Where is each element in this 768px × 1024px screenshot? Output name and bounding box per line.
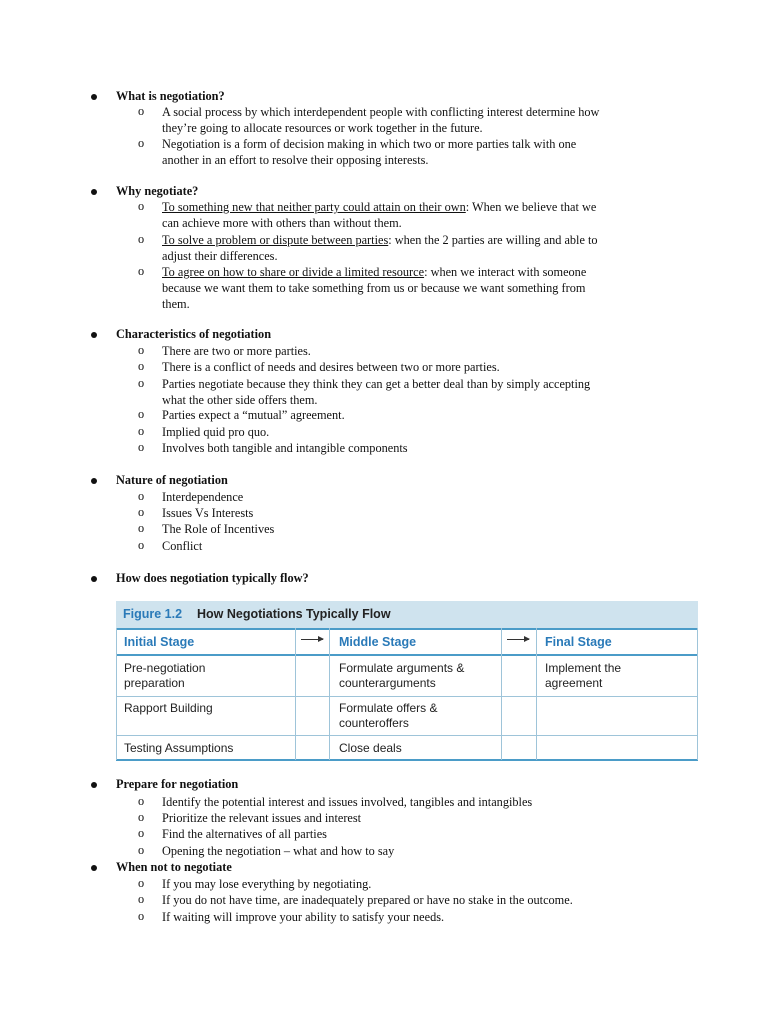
list-item: Opening the negotiation – what and how to say (162, 844, 395, 858)
figure-header (116, 601, 698, 628)
divider (501, 628, 502, 760)
sub-bullet-icon: o (138, 376, 145, 390)
bullet-icon (91, 478, 97, 484)
list-item-line (162, 264, 674, 280)
list-item: Interdependence (162, 490, 244, 504)
cell-line: counterarguments (339, 676, 436, 690)
list-item (162, 264, 674, 312)
sub-bullet-icon: o (138, 407, 145, 421)
sub-bullet-icon: o (138, 359, 145, 373)
sub-bullet-icon: o (138, 794, 145, 808)
cell-line: Formulate arguments & (339, 661, 465, 675)
table-cell (545, 661, 621, 691)
underlined-term: To something new that neither party could attain on their own (162, 200, 466, 214)
list-item (162, 199, 674, 231)
divider (116, 654, 698, 656)
sub-bullet-icon: o (138, 343, 145, 357)
sub-bullet-icon: o (138, 826, 145, 840)
list-item-line: Negotiation is a form of decision making in which two or more parties talk with one (162, 137, 577, 151)
divider (116, 696, 698, 697)
table-cell (339, 701, 437, 731)
section-title-when-not: When not to negotiate (116, 860, 232, 874)
list-item: Find the alternatives of all parties (162, 827, 327, 841)
figure-title: How Negotiations Typically Flow (197, 607, 391, 621)
stage-final: Final Stage (545, 635, 612, 649)
sub-bullet-icon: o (138, 104, 145, 118)
sub-bullet-icon: o (138, 843, 145, 857)
list-item: Parties expect a “mutual” agreement. (162, 408, 345, 422)
bullet-icon (91, 189, 97, 195)
bullet-icon (91, 865, 97, 871)
section-title-flow: How does negotiation typically flow? (116, 571, 309, 585)
list-item: Prioritize the relevant issues and interest (162, 811, 362, 825)
sub-bullet-icon: o (138, 538, 145, 552)
cell-line: Implement the (545, 661, 622, 675)
list-item: Involves both tangible and intangible components (162, 441, 408, 455)
arrow-right-icon (301, 639, 323, 640)
cell-line: Testing Assumptions (124, 741, 234, 755)
sub-bullet-icon: o (138, 232, 145, 246)
sub-bullet-icon: o (138, 264, 145, 278)
divider (116, 628, 698, 630)
list-item-line: what the other side offers them. (162, 393, 318, 407)
divider (116, 735, 698, 736)
section-title-why: Why negotiate? (116, 184, 199, 198)
arrow-right-icon (507, 639, 529, 640)
list-item (162, 104, 674, 136)
list-item-text: : when we interact with someone (424, 265, 587, 279)
section-title-prepare: Prepare for negotiation (116, 777, 239, 791)
cell-line: Formulate offers & (339, 701, 438, 715)
list-item: Issues Vs Interests (162, 506, 254, 520)
section-title-nature: Nature of negotiation (116, 473, 228, 487)
list-item-line: A social process by which interdependent people with conflicting interest determine how (162, 105, 600, 119)
cell-line: counteroffers (339, 716, 409, 730)
sub-bullet-icon: o (138, 199, 145, 213)
sub-bullet-icon: o (138, 440, 145, 454)
list-item-line: adjust their differences. (162, 249, 278, 263)
sub-bullet-icon: o (138, 810, 145, 824)
figure-label: Figure 1.2 (123, 607, 183, 621)
list-item: If you may lose everything by negotiating. (162, 877, 372, 891)
section-title-what-is: What is negotiation? (116, 89, 225, 103)
list-item: There are two or more parties. (162, 344, 311, 358)
figure-table (116, 601, 698, 761)
table-cell (124, 741, 233, 756)
list-item (162, 376, 674, 408)
stage-middle: Middle Stage (339, 635, 417, 649)
divider (329, 628, 330, 760)
sub-bullet-icon: o (138, 876, 145, 890)
list-item: The Role of Incentives (162, 522, 275, 536)
bullet-icon (91, 576, 97, 582)
sub-bullet-icon: o (138, 136, 145, 150)
list-item-line: them. (162, 297, 190, 311)
table-cell (124, 661, 205, 691)
divider (116, 628, 117, 760)
sub-bullet-icon: o (138, 892, 145, 906)
table-cell (339, 661, 464, 691)
list-item-line: can achieve more with others than without them. (162, 216, 402, 230)
list-item-text: : When we believe that we (465, 200, 597, 214)
cell-line: agreement (545, 676, 603, 690)
list-item: Implied quid pro quo. (162, 425, 270, 439)
sub-bullet-icon: o (138, 505, 145, 519)
list-item: If you do not have time, are inadequately prepared or have no stake in the outcome. (162, 893, 573, 907)
list-item-line (162, 199, 674, 215)
table-cell (124, 701, 213, 716)
list-item-line: because we want them to take something from us or because we want something from (162, 281, 586, 295)
list-item-line (162, 232, 674, 248)
section-title-characteristics: Characteristics of negotiation (116, 327, 272, 341)
list-item (162, 136, 674, 168)
cell-line: Close deals (339, 741, 402, 755)
list-item-line: they’re going to allocate resources or work together in the future. (162, 121, 483, 135)
divider (295, 628, 296, 760)
underlined-term: To agree on how to share or divide a limited resource (162, 265, 425, 279)
list-item: There is a conflict of needs and desires between two or more parties. (162, 360, 500, 374)
cell-line: preparation (124, 676, 185, 690)
list-item-line: another in an effort to resolve their opposing interests. (162, 153, 429, 167)
list-item: If waiting will improve your ability to satisfy your needs. (162, 910, 445, 924)
underlined-term: To solve a problem or dispute between parties (162, 233, 389, 247)
table-cell (339, 741, 402, 756)
list-item (162, 232, 674, 264)
sub-bullet-icon: o (138, 909, 145, 923)
list-item: Identify the potential interest and issues involved, tangibles and intangibles (162, 795, 533, 809)
divider (536, 628, 537, 760)
list-item-text: : when the 2 parties are willing and able to (388, 233, 598, 247)
cell-line: Rapport Building (124, 701, 213, 715)
divider (116, 759, 698, 761)
sub-bullet-icon: o (138, 521, 145, 535)
bullet-icon (91, 94, 97, 100)
bullet-icon (91, 332, 97, 338)
list-item-line: Parties negotiate because they think they can get a better deal than by simply accepting (162, 377, 591, 391)
sub-bullet-icon: o (138, 424, 145, 438)
list-item: Conflict (162, 539, 203, 553)
cell-line: Pre-negotiation (124, 661, 206, 675)
divider (697, 628, 698, 760)
stage-initial: Initial Stage (124, 635, 195, 649)
bullet-icon (91, 782, 97, 788)
sub-bullet-icon: o (138, 489, 145, 503)
